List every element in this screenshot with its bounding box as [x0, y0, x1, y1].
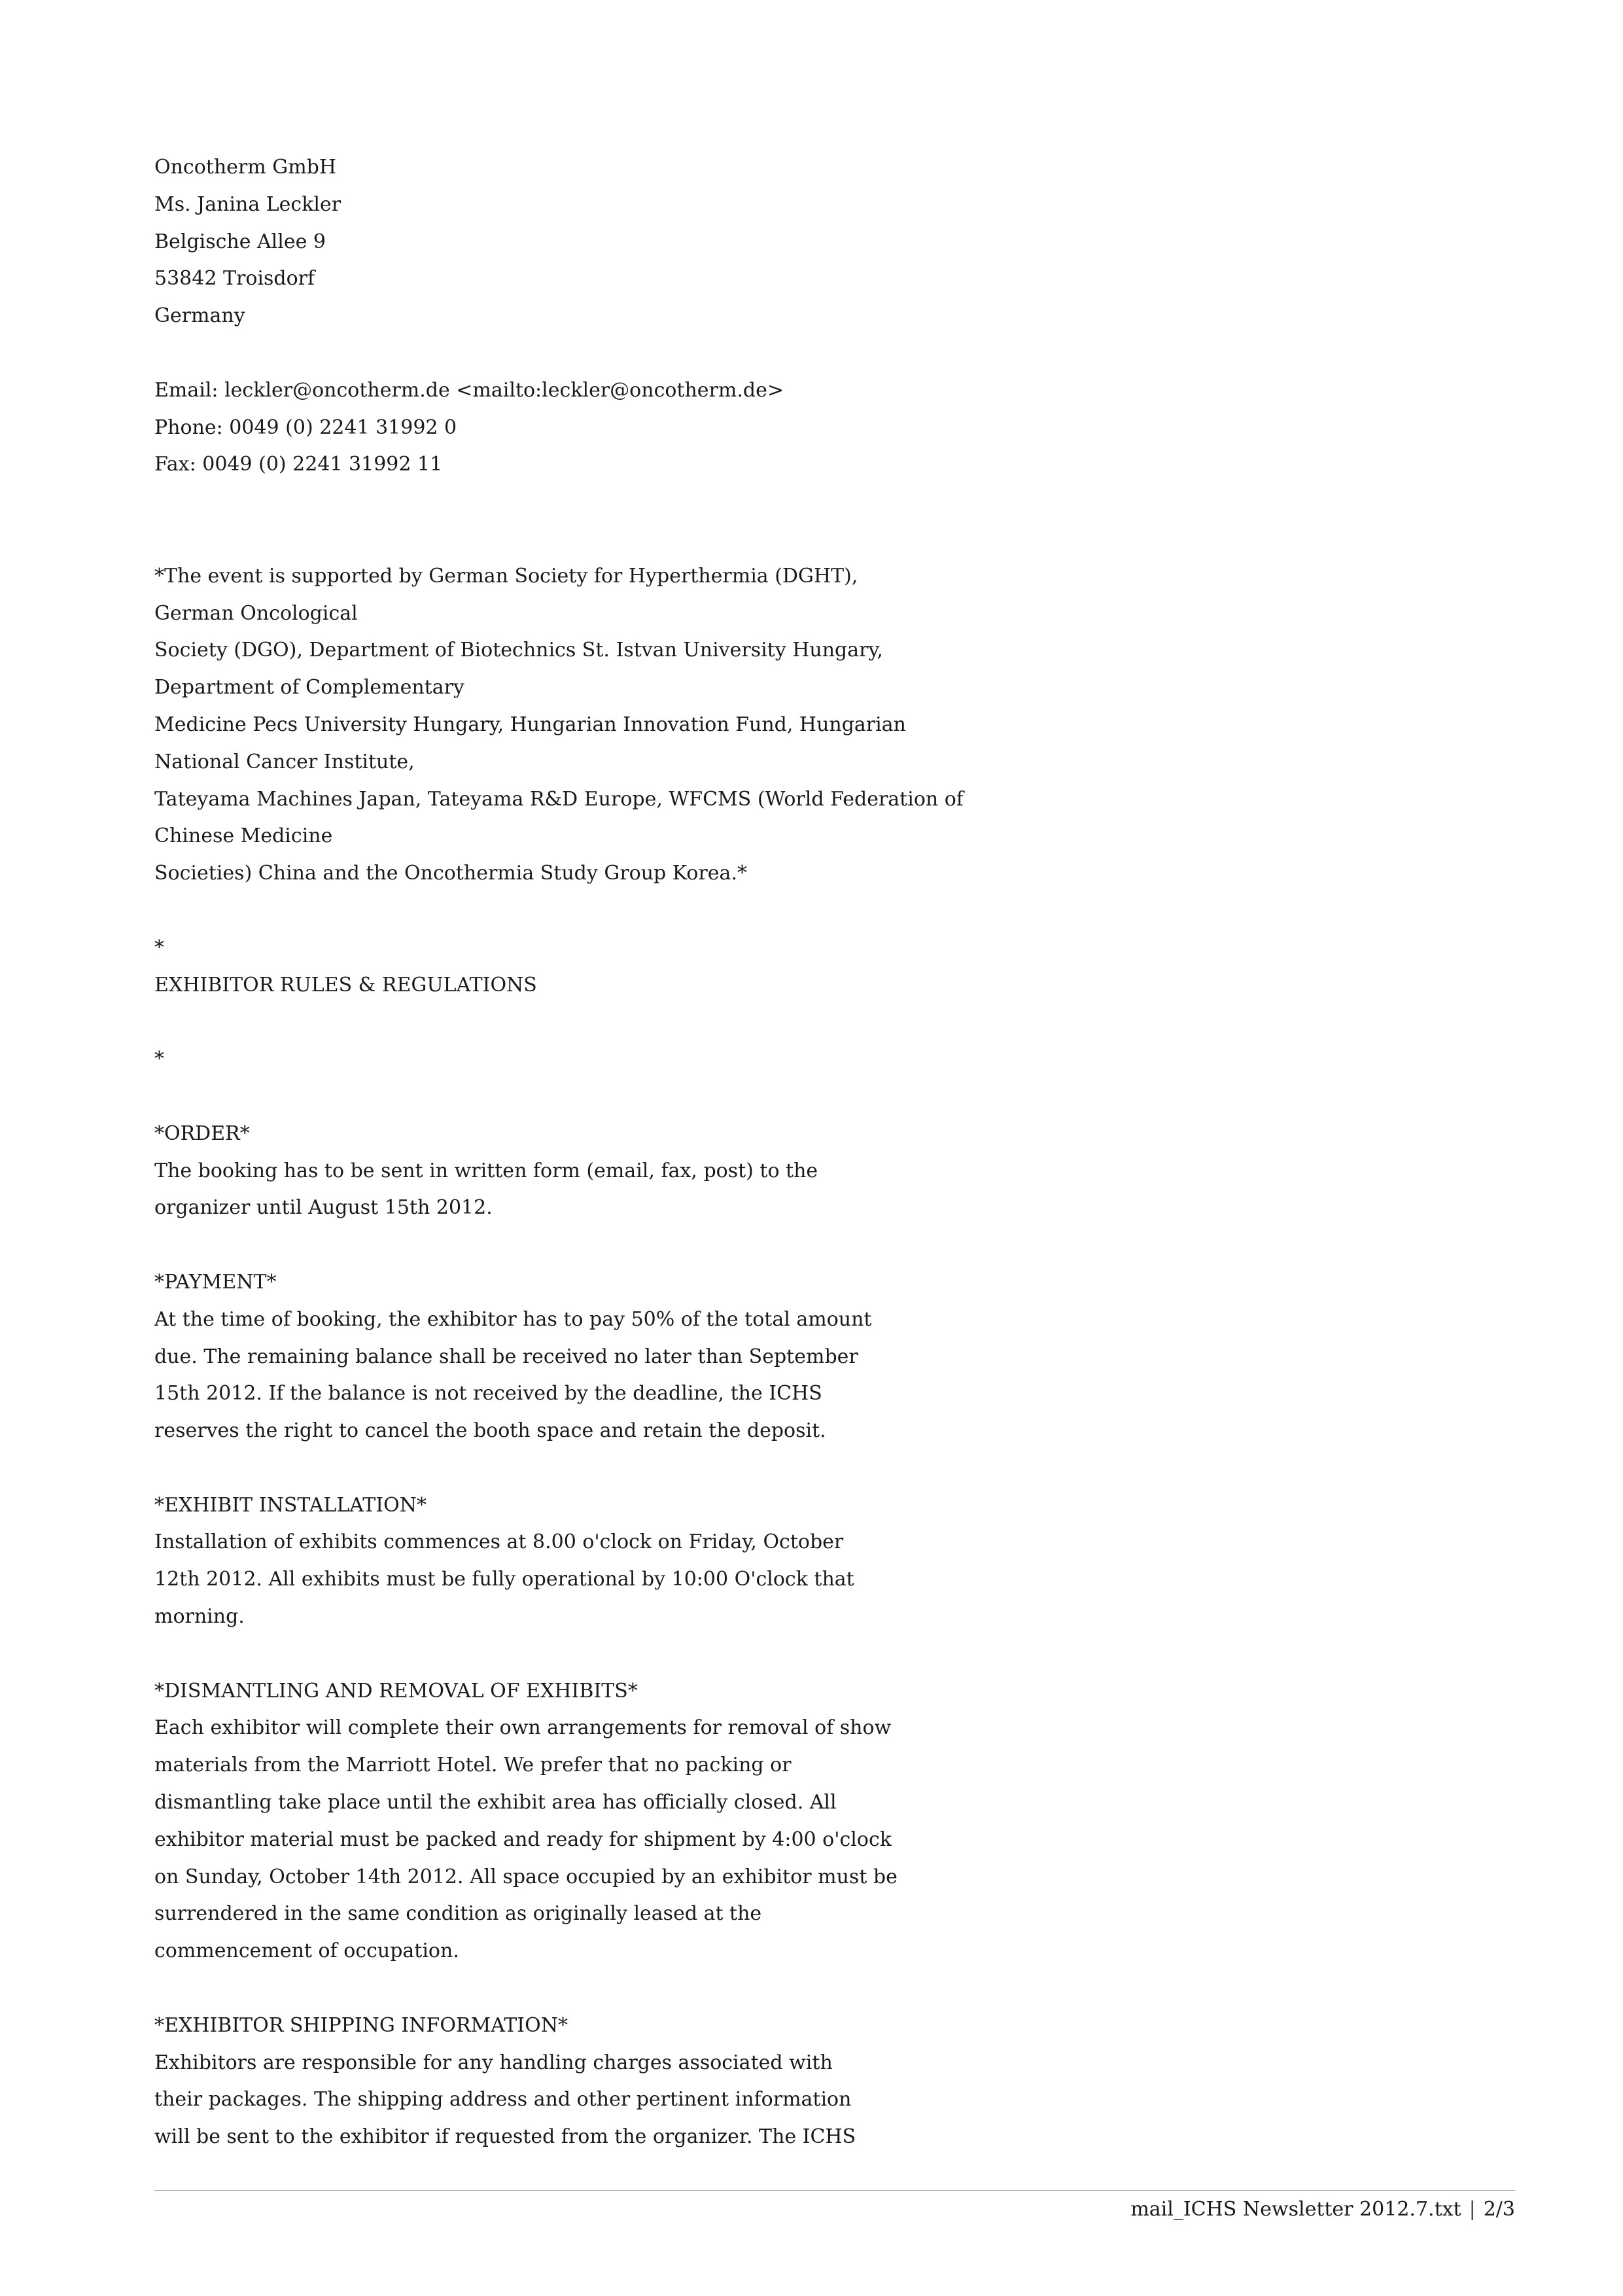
document-line: Exhibitors are responsible for any handling charges associated with [154, 2051, 833, 2074]
document-line: *ORDER* [154, 1122, 250, 1145]
document-line: Societies) China and the Oncothermia Study Group Korea.* [154, 862, 747, 885]
document-line: *DISMANTLING AND REMOVAL OF EXHIBITS* [154, 1679, 638, 1703]
document-line [154, 484, 1175, 521]
document-line [154, 1636, 1175, 1673]
document-line: * [154, 936, 164, 959]
document-line: Installation of exhibits commences at 8.00 o'clock on Friday, October [154, 1530, 844, 1554]
document-line: due. The remaining balance shall be received no later than September [154, 1345, 858, 1368]
document-line: At the time of booking, the exhibitor has to pay 50% of the total amount [154, 1307, 872, 1331]
document-line [154, 1450, 1175, 1487]
document-line: materials from the Marriott Hotel. We prefer that no packing or [154, 1754, 792, 1777]
document-line: Medicine Pecs University Hungary, Hungarian Innovation Fund, Hungarian [154, 713, 906, 736]
document-line: * [154, 1048, 164, 1071]
footer-divider [154, 2190, 1515, 2191]
document-line: Fax: 0049 (0) 2241 31992 11 [154, 453, 443, 476]
document-line: surrendered in the same condition as originally leased at the [154, 1902, 762, 1926]
document-line: *EXHIBITOR SHIPPING INFORMATION* [154, 2013, 568, 2037]
footer-filename: mail_ICHS Newsletter 2012.7.txt [1130, 2198, 1461, 2221]
document-line: Email: leckler@oncotherm.de <mailto:leckler@oncotherm.de> [154, 378, 784, 402]
document-line [154, 892, 1175, 930]
document-line: Germany [154, 304, 245, 328]
document-line: will be sent to the exhibitor if requested from the organizer. The ICHS [154, 2125, 856, 2149]
footer-page-number: 2/3 [1483, 2198, 1515, 2221]
document-line: Chinese Medicine [154, 824, 333, 848]
document-line: Ms. Janina Leckler [154, 192, 341, 216]
document-line: The booking has to be sent in written form (email, fax, post) to the [154, 1159, 818, 1182]
document-line [154, 521, 1175, 558]
document-line [154, 335, 1175, 372]
document-line: Society (DGO), Department of Biotechnics St. Istvan University Hungary, [154, 639, 883, 662]
document-line: Phone: 0049 (0) 2241 31992 0 [154, 415, 457, 439]
document-line: reserves the right to cancel the booth space and retain the deposit. [154, 1419, 826, 1443]
document-line: 15th 2012. If the balance is not received by the deadline, the ICHS [154, 1382, 822, 1405]
document-line: 12th 2012. All exhibits must be fully operational by 10:00 O'clock that [154, 1568, 854, 1591]
document-line [154, 1970, 1175, 2007]
document-line [154, 1004, 1175, 1041]
document-line: *The event is supported by German Society for Hyperthermia (DGHT), [154, 564, 858, 588]
document-line: 53842 Troisdorf [154, 267, 315, 291]
document-line: commencement of occupation. [154, 1939, 459, 1963]
document-line: Belgische Allee 9 [154, 230, 326, 253]
document-body [154, 149, 1175, 2156]
document-line: *PAYMENT* [154, 1270, 277, 1294]
document-line: their packages. The shipping address and other pertinent information [154, 2088, 852, 2111]
document-line [154, 1227, 1175, 1264]
document-line: dismantling take place until the exhibit area has officially closed. All [154, 1791, 837, 1814]
document-line: exhibitor material must be packed and ready for shipment by 4:00 o'clock [154, 1828, 892, 1851]
document-line: Tateyama Machines Japan, Tateyama R&D Europe, WFCMS (World Federation of [154, 787, 964, 811]
document-line: on Sunday, October 14th 2012. All space occupied by an exhibitor must be [154, 1865, 898, 1888]
document-line: morning. [154, 1605, 245, 1629]
document-line: *EXHIBIT INSTALLATION* [154, 1493, 427, 1517]
document-line: Each exhibitor will complete their own arrangements for removal of show [154, 1716, 892, 1740]
document-line: EXHIBITOR RULES & REGULATIONS [154, 973, 537, 997]
document-line: National Cancer Institute, [154, 750, 415, 773]
page-footer [1130, 2197, 1515, 2223]
document-line: Department of Complementary [154, 676, 464, 699]
document-line [154, 1078, 1175, 1116]
document-line: organizer until August 15th 2012. [154, 1196, 493, 1220]
footer-separator: | [1469, 2198, 1476, 2221]
document-line: Oncotherm GmbH [154, 156, 337, 179]
document-line: German Oncological [154, 601, 358, 625]
